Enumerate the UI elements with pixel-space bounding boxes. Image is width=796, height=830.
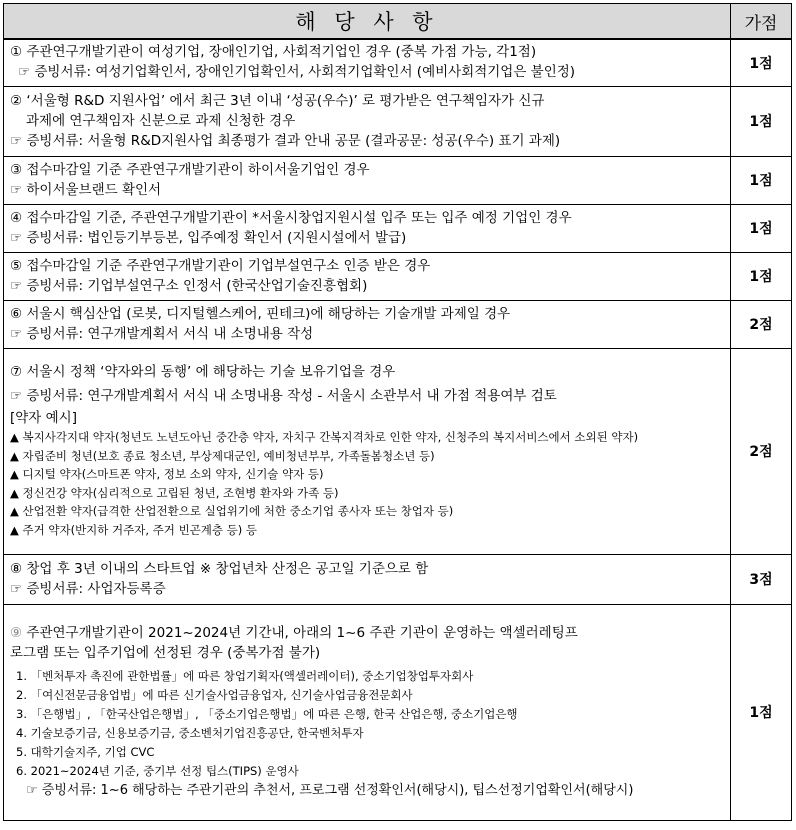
- row-content: [4, 348, 731, 554]
- row-score: 1점: [731, 39, 792, 86]
- list-item: 5. 대학기술지주, 기업 CVC: [16, 744, 155, 759]
- row-content: [4, 554, 731, 604]
- table-row: [4, 86, 792, 156]
- row-title: ④ 접수마감일 기준, 주관연구개발기관이 *서울시창업지원시설 입주 또는 입주 예정 기업인 경우: [10, 209, 572, 226]
- row-title: ② ‘서울형 R&D 지원사업’ 에서 최근 3년 이내 ‘성공(우수)’ 로 평가받은 연구책임자가 신규: [10, 92, 545, 109]
- table-row: [4, 39, 792, 86]
- table-row: [4, 348, 792, 554]
- table-row: [4, 204, 792, 252]
- bonus-points-table: [3, 3, 792, 821]
- row-title: ⑥ 서울시 핵심산업 (로봇, 디지털헬스케어, 핀테크)에 해당하는 기술개발 과제일 경우: [10, 305, 511, 322]
- table-row: [4, 554, 792, 604]
- row-content: [4, 300, 731, 348]
- row-content: [4, 604, 731, 820]
- examples-heading: [약자 예시]: [10, 410, 77, 426]
- row-evidence: ☞ 증빙서류: 1~6 해당하는 주관기관의 추천서, 프로그램 선정확인서(해당시), 팁스선정기업확인서(해당시): [26, 782, 634, 798]
- row-title-cont: 과제에 연구책임자 신분으로 과제 신청한 경우: [26, 112, 296, 129]
- row-evidence: ☞ 증빙서류: 기업부설연구소 인정서 (한국산업기술진흥협회): [10, 277, 368, 294]
- row-marker: ⑨: [10, 624, 23, 641]
- row-title-text: 주관연구개발기관이 2021~2024년 기간내, 아래의 1~6 주관 기관이 운영하는 액셀러레팅프: [22, 624, 578, 641]
- list-item: 6. 2021~2024년 기준, 중기부 선정 팁스(TIPS) 운영사: [16, 763, 299, 778]
- table-row: [4, 604, 792, 820]
- row-title-cont: 로그램 또는 입주기업에 선정된 경우 (중복가점 불가): [10, 644, 321, 661]
- list-item: ▲ 정신건강 약자(심리적으로 고립된 청년, 조현병 환자와 가족 등): [10, 485, 339, 500]
- row-title: ⑦ 서울시 정책 ‘약자와의 동행’ 에 해당하는 기술 보유기업을 경우: [10, 364, 396, 380]
- row-title: ⑤ 접수마감일 기준 주관연구개발기관이 기업부설연구소 인증 받은 경우: [10, 257, 431, 274]
- list-item: 2. 「여신전문금융업법」에 따른 신기술사업금융업자, 신기술사업금융전문회사: [16, 687, 413, 702]
- row-content: [4, 252, 731, 300]
- row-content: [4, 86, 731, 156]
- table-header-row: [4, 4, 792, 40]
- table-row: [4, 156, 792, 204]
- row-content: [4, 39, 731, 86]
- row-score: 1점: [731, 204, 792, 252]
- row-score: 1점: [731, 86, 792, 156]
- header-item: 해 당 사 항: [4, 4, 731, 40]
- row-title: ⑧ 창업 후 3년 이내의 스타트업 ※ 창업년차 산정은 공고일 기준으로 함: [10, 560, 429, 577]
- list-item: 3. 「은행법」, 「한국산업은행법」, 「중소기업은행법」에 따른 은행, 한국 산업은행, 중소기업은행: [16, 706, 518, 721]
- table-row: [4, 252, 792, 300]
- list-item: 4. 기술보증기금, 신용보증기금, 중소벤처기업진흥공단, 한국벤처투자: [16, 725, 364, 740]
- row-evidence: ☞ 증빙서류: 연구개발계획서 서식 내 소명내용 작성: [10, 325, 314, 342]
- row-evidence: ☞ 증빙서류: 서울형 R&D지원사업 최종평가 결과 안내 공문 (결과공문: 성공(우수) 표기 과제): [10, 132, 561, 149]
- list-item: ▲ 산업전환 약자(급격한 산업전환으로 실업위기에 처한 중소기업 종사자 또는 창업자 등): [10, 504, 454, 518]
- row-score: 2점: [731, 348, 792, 554]
- row-evidence: ☞ 증빙서류: 사업자등록증: [10, 580, 166, 597]
- row-title: [10, 623, 724, 643]
- table-row: [4, 300, 792, 348]
- row-evidence: ☞ 하이서울브랜드 확인서: [10, 181, 162, 198]
- list-item: 1. 「벤처투자 촉진에 관한법률」에 따른 창업기획자(액셀러레이터), 중소기업창업투자회사: [16, 668, 474, 683]
- row-content: [4, 204, 731, 252]
- row-score: 2점: [731, 300, 792, 348]
- row-evidence: ☞ 증빙서류: 법인등기부등본, 입주예정 확인서 (지원시설에서 발급): [10, 229, 407, 246]
- row-title: ③ 접수마감일 기준 주관연구개발기관이 하이서울기업인 경우: [10, 161, 370, 178]
- row-score: 1점: [731, 252, 792, 300]
- row-title: ① 주관연구개발기관이 여성기업, 장애인기업, 사회적기업인 경우 (중복 가점 가능, 각1점): [10, 44, 537, 61]
- row-score: 3점: [731, 554, 792, 604]
- header-score: 가점: [731, 4, 792, 40]
- row-evidence: ☞ 증빙서류: 연구개발계획서 서식 내 소명내용 작성 - 서울시 소관부서 내 가점 적용여부 검토: [10, 388, 557, 404]
- list-item: ▲ 디지털 약자(스마트폰 약자, 정보 소외 약자, 신기술 약자 등): [10, 467, 324, 481]
- row-score: 1점: [731, 604, 792, 820]
- row-score: 1점: [731, 156, 792, 204]
- row-evidence: ☞ 증빙서류: 여성기업확인서, 장애인기업확인서, 사회적기업확인서 (예비사회적기업은 불인정): [18, 64, 576, 81]
- list-item: ▲ 주거 약자(반지하 거주자, 주거 빈곤계층 등) 등: [10, 522, 258, 537]
- list-item: ▲ 복지사각지대 약자(청년도 노년도아닌 중간층 약자, 자치구 간복지격차로 인한 약자, 신청주의 복지서비스에서 소외된 약자): [10, 430, 639, 444]
- row-content: [4, 156, 731, 204]
- list-item: ▲ 자립준비 청년(보호 종료 청소년, 부상제대군인, 예비청년부부, 가족돌봄청소년 등): [10, 448, 435, 463]
